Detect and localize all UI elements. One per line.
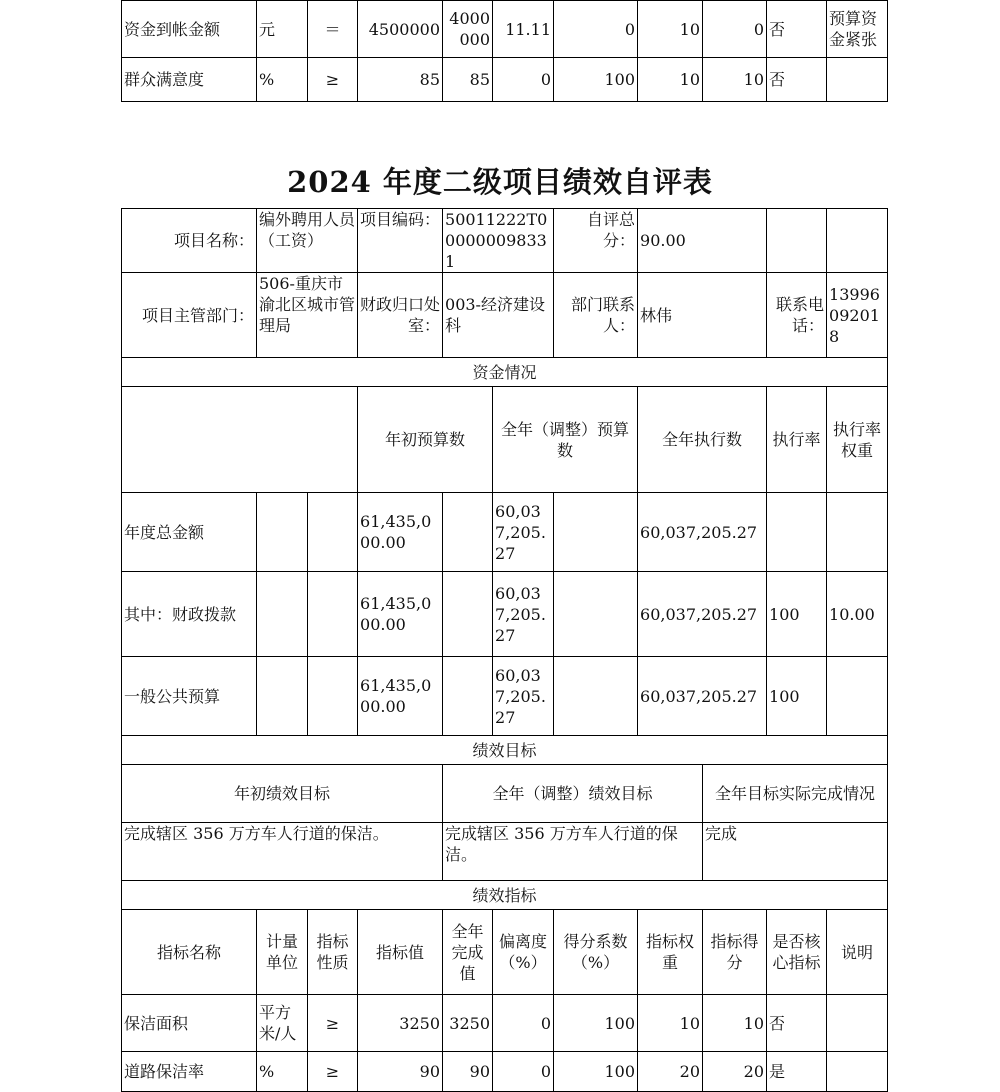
office-label: 财政归口处室： [358,273,443,358]
indicator-deviation: 11.11 [493,1,554,58]
indicator-note: 预算资金紧张 [827,1,888,58]
indicator-name-header: 指标名称 [122,910,257,995]
section-header-row [122,358,888,387]
indicator-nature-header: 指标性质 [308,910,358,995]
goals-header-row [122,765,888,823]
executed-value: 60,037,205.27 [638,572,767,657]
initial-budget-value: 61,435,000.00 [358,657,443,736]
empty-cell [257,493,308,572]
section-header-row [122,881,888,910]
table-row [122,1,888,58]
indicator-unit: 平方米/人 [257,995,308,1052]
empty-cell [554,572,638,657]
adjusted-budget-value: 60,037,205.27 [493,493,554,572]
empty-cell [767,209,827,273]
empty-cell [257,657,308,736]
indicator-deviation-header: 偏离度（%） [493,910,554,995]
table-row [122,493,888,572]
executed-value: 60,037,205.27 [638,493,767,572]
indicator-actual: 3250 [443,995,493,1052]
project-code-label: 项目编码： [358,209,443,273]
indicator-score: 10 [703,58,767,102]
indicator-target: 85 [358,58,443,102]
actual-goal-text: 完成 [703,823,888,881]
indicator-coef: 100 [554,1052,638,1092]
indicator-name: 资金到帐金额 [122,1,257,58]
page-title: 2024 年度二级项目绩效自评表 [287,165,713,199]
empty-cell [443,572,493,657]
indicator-note-header: 说明 [827,910,888,995]
indicator-weight-header: 指标权重 [638,910,703,995]
indicator-core: 是 [767,1052,827,1092]
empty-cell [308,572,358,657]
empty-cell [443,657,493,736]
indicator-score: 0 [703,1,767,58]
indicator-score-header: 指标得分 [703,910,767,995]
indicator-note [827,1052,888,1092]
project-name-label: 项目名称： [122,209,257,273]
indicator-actual-header: 全年完成值 [443,910,493,995]
indicator-nature: ≥ [308,58,358,102]
indicator-note [827,58,888,102]
table-row [122,572,888,657]
indicator-score: 10 [703,995,767,1052]
goals-content-row [122,823,888,881]
indicator-target: 90 [358,1052,443,1092]
funds-header-row [122,387,888,493]
indicator-weight: 20 [638,1052,703,1092]
goals-section-title: 绩效目标 [122,736,888,765]
initial-goal-text: 完成辖区 356 万方车人行道的保洁。 [122,823,443,881]
indicator-target: 3250 [358,995,443,1052]
indicator-coef-header: 得分系数（%） [554,910,638,995]
adjusted-goal-text: 完成辖区 356 万方车人行道的保洁。 [443,823,703,881]
indicator-note [827,995,888,1052]
indicator-actual: 4000000 [443,1,493,58]
phone-value: 13996092018 [827,273,888,358]
table-row [122,1052,888,1092]
rate-value: 100 [767,657,827,736]
indicator-target: 4500000 [358,1,443,58]
executed-header: 全年执行数 [638,387,767,493]
executed-value: 60,037,205.27 [638,657,767,736]
empty-cell [257,572,308,657]
initial-budget-value: 61,435,000.00 [358,572,443,657]
indicator-weight: 10 [638,995,703,1052]
office-value: 003-经济建设科 [443,273,554,358]
indicator-nature: ＝ [308,1,358,58]
indicator-core: 否 [767,995,827,1052]
empty-cell [308,493,358,572]
self-score-label: 自评总分： [554,209,638,273]
indicator-actual: 90 [443,1052,493,1092]
project-code-value: 50011222T000000098331 [443,209,554,273]
indicator-core-header: 是否核心指标 [767,910,827,995]
indicators-section-title: 绩效指标 [122,881,888,910]
indicator-name: 道路保洁率 [122,1052,257,1092]
indicator-coef: 100 [554,58,638,102]
rate-weight-value: 10.00 [827,572,888,657]
funds-section-title: 资金情况 [122,358,888,387]
contact-label: 部门联系人： [554,273,638,358]
section-header-row [122,736,888,765]
rate-value [767,493,827,572]
adjusted-goal-header: 全年（调整）绩效目标 [443,765,703,823]
contact-value: 林伟 [638,273,767,358]
empty-cell [554,657,638,736]
initial-goal-header: 年初绩效目标 [122,765,443,823]
indicator-weight: 10 [638,58,703,102]
indicator-unit: % [257,58,308,102]
indicator-core: 否 [767,1,827,58]
empty-cell [443,493,493,572]
adjusted-budget-header: 全年（调整）预算数 [493,387,638,493]
indicator-name: 保洁面积 [122,995,257,1052]
indicator-weight: 10 [638,1,703,58]
empty-cell [554,493,638,572]
indicator-name: 群众满意度 [122,58,257,102]
rate-header: 执行率 [767,387,827,493]
indicator-unit-header: 计量单位 [257,910,308,995]
indicator-nature: ≥ [308,1052,358,1092]
rate-value: 100 [767,572,827,657]
project-name-value: 编外聘用人员（工资） [257,209,358,273]
indicator-unit: % [257,1052,308,1092]
indicator-deviation: 0 [493,995,554,1052]
table-row [122,58,888,102]
empty-cell [122,387,358,493]
self-score-value: 90.00 [638,209,767,273]
initial-budget-value: 61,435,000.00 [358,493,443,572]
indicator-score: 20 [703,1052,767,1092]
indicator-core: 否 [767,58,827,102]
rate-weight-value [827,657,888,736]
table-row [122,995,888,1052]
indicator-deviation: 0 [493,58,554,102]
indicator-nature: ≥ [308,995,358,1052]
rate-weight-value [827,493,888,572]
actual-goal-header: 全年目标实际完成情况 [703,765,888,823]
indicator-deviation: 0 [493,1052,554,1092]
indicator-actual: 85 [443,58,493,102]
empty-cell [827,209,888,273]
previous-indicator-table [121,0,888,102]
indicator-coef: 100 [554,995,638,1052]
dept-label: 项目主管部门： [122,273,257,358]
project-info-row [122,209,888,273]
indicators-header-row [122,910,888,995]
rate-weight-header: 执行率权重 [827,387,888,493]
initial-budget-header: 年初预算数 [358,387,493,493]
table-row [122,657,888,736]
project-info-row [122,273,888,358]
empty-cell [308,657,358,736]
adjusted-budget-value: 60,037,205.27 [493,657,554,736]
adjusted-budget-value: 60,037,205.27 [493,572,554,657]
dept-value: 506-重庆市渝北区城市管理局 [257,273,358,358]
indicator-target-header: 指标值 [358,910,443,995]
funds-row-label: 其中：财政拨款 [122,572,257,657]
funds-row-label: 一般公共预算 [122,657,257,736]
evaluation-table [121,208,888,1092]
phone-label: 联系电话： [767,273,827,358]
indicator-coef: 0 [554,1,638,58]
funds-row-label: 年度总金额 [122,493,257,572]
indicator-unit: 元 [257,1,308,58]
